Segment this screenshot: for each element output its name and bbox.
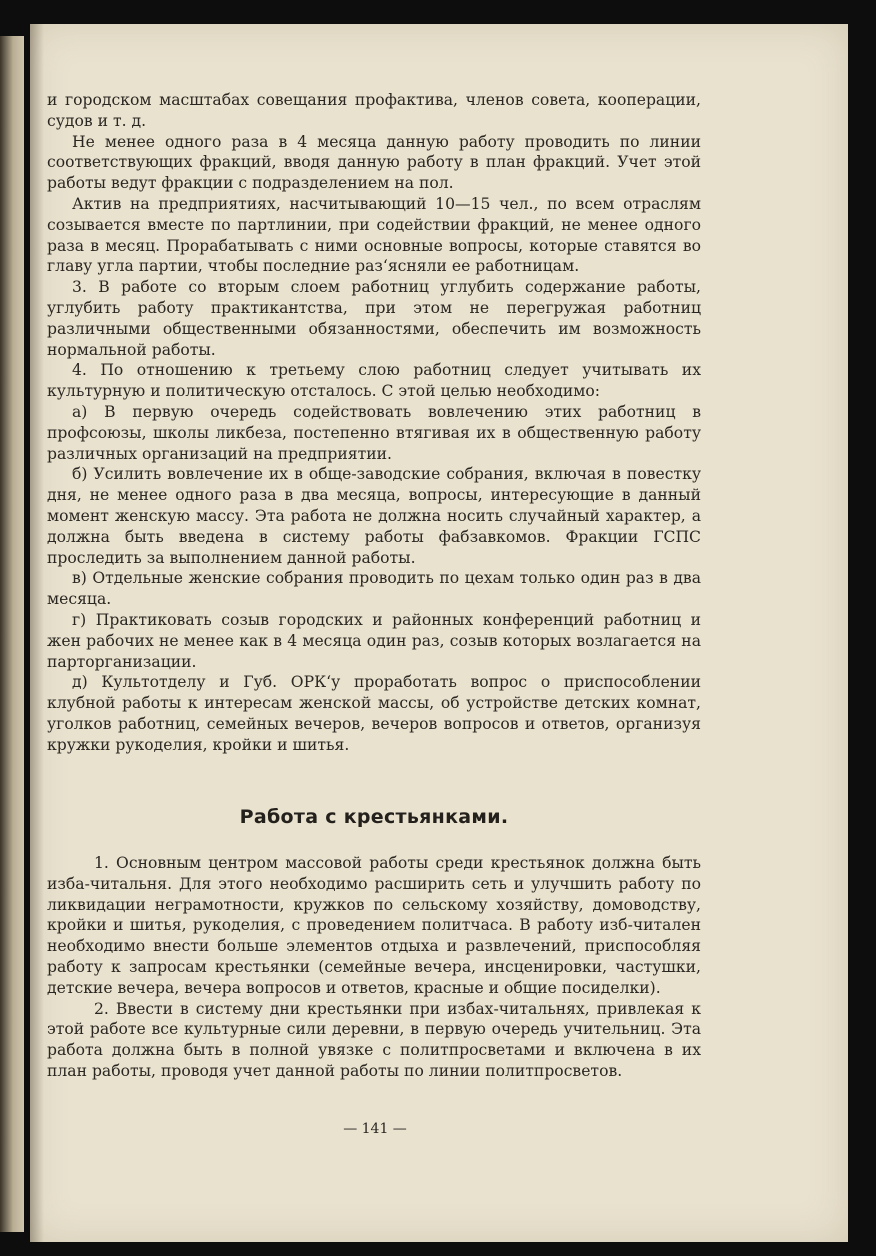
section-heading: Работа с крестьянками. <box>239 806 509 828</box>
body-text-lower <box>47 853 701 1082</box>
body-text-upper <box>47 90 701 756</box>
paragraph-subitem-g: г) Практиковать созыв городских и районных конференций работниц и жен рабочих не менее как в 4 месяца один раз, созыв которых возлагается на парторганизации. <box>47 610 701 671</box>
binding-shadow <box>30 24 44 1242</box>
paragraph-factions-meetings: Не менее одного раза в 4 месяца данную работу проводить по линии соответствующих фракций, вводя данную работу в план фракций. Учет этой работы ведут фракции с подразделением на пол. <box>47 132 701 193</box>
previous-page-edge <box>0 36 24 1232</box>
paragraph-enterprise-activists: Актив на предприятиях, насчитывающий 10—15 чел., по всем отраслям созывается вместе по партлинии, при содействии фракций, не менее одного раза в месяц. Прорабатывать с ними основные вопросы, которые ставятся во главу угла партии, чтобы последние раз‘ясняли ее работницам. <box>47 194 701 276</box>
paragraph-subitem-a: а) В первую очередь содействовать вовлечению этих работниц в профсоюзы, школы ликбеза, постепенно втягивая их в общественную работу различных организаций на предприятии. <box>47 402 701 463</box>
paragraph-continuation: и городском масштабах совещания профактива, членов совета, кооперации, судов и т. д. <box>47 91 701 130</box>
paragraph-subitem-d: д) Культотделу и Губ. ОРК‘у проработать вопрос о приспособлении клубной работы к интересам женской массы, об устройстве детских комнат, уголков работниц, семейных вечеров, вечеров вопросов и ответов, организуя кружки рукоделия, кройки и шитья. <box>47 673 701 754</box>
page-number: — 141 — <box>343 1121 407 1137</box>
section-paragraph-2: 2. Ввести в систему дни крестьянки при избах-читальнях, привлекая к этой работе все культурные сили деревни, в первую очередь учительниц. Эта работа должна быть в полной увязке с политпросветами и включена в их план работы, проводя учет данной работы по линии политпросветов. <box>47 999 701 1080</box>
paragraph-subitem-b: б) Усилить вовлечение их в обще-заводские собрания, включая в повестку дня, не менее одного раза в два месяца, вопросы, интересующие в данный момент женскую массу. Эта работа не должна носить случайный характер, а должна быть введена в систему работы фабзавкомов. Фракции ГСПС проследить за выполнением данной работы. <box>47 465 701 567</box>
section-paragraph-1: 1. Основным центром массовой работы среди крестьянок должна быть изба-читальня. Для этого необходимо расширить сеть и улучшить работу по ликвидации неграмотности, кружков по сельскому хозяйству, домоводству, кройки и шитья, рукоделия, с проведением политчаса. В работу изб-читален необходимо внести больше элементов отдыха и развлечений, приспособляя работу к запросам крестьянки (семейные вечера, инсценировки, частушки, детские вечера, вечера вопросов и ответов, красные и общие посиделки). <box>47 854 701 997</box>
paragraph-item-3: 3. В работе со вторым слоем работниц углубить содержание работы, углубить работу практикантства, при этом не перегружая работниц различными общественными обязанностями, обеспечить им возможность нормальной работы. <box>47 278 701 359</box>
paragraph-item-4: 4. По отношению к третьему слою работниц следует учитывать их культурную и политическую отсталось. С этой целью необходимо: <box>47 361 701 401</box>
paragraph-subitem-v: в) Отдельные женские собрания проводить по цехам только один раз в два месяца. <box>47 569 701 609</box>
